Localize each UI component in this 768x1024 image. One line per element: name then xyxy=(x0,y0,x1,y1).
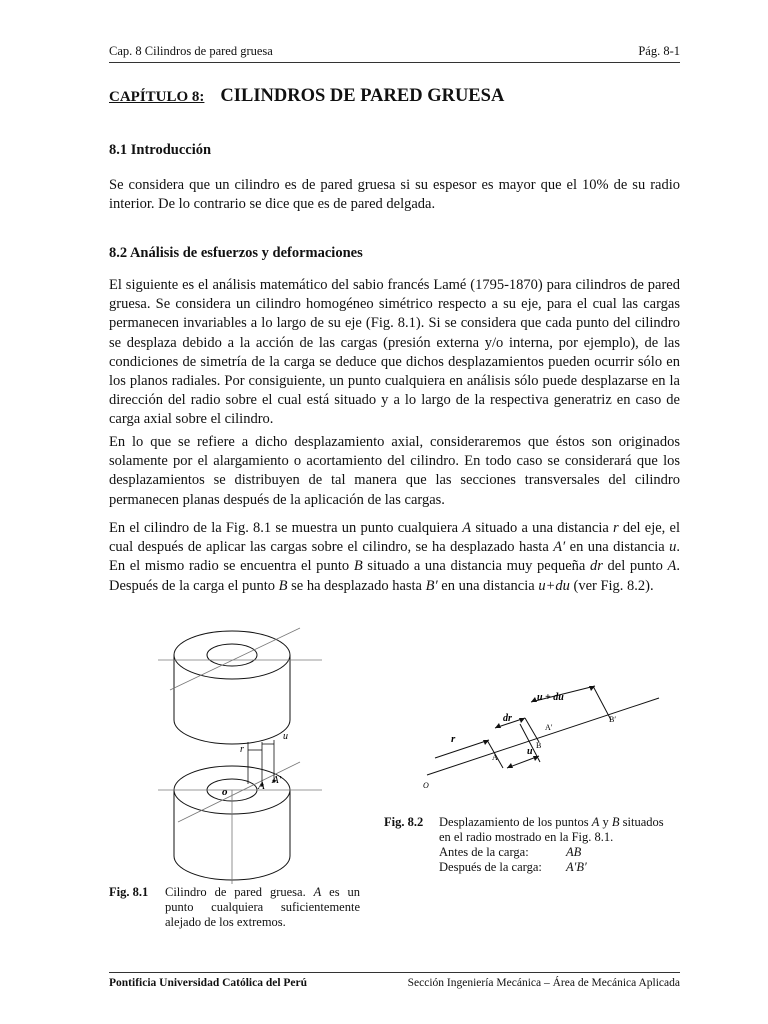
label-u: u xyxy=(527,746,533,757)
figure-8-1-caption: Fig. 8.1 Cilindro de pared gruesa. A es un punto cualquiera suficientemente alejado de los extremos. xyxy=(109,885,360,929)
before-load-value: AB xyxy=(566,845,582,859)
label-r: r xyxy=(240,744,244,755)
running-header-page: Pág. 8-1 xyxy=(638,44,680,58)
label-A-prime: A′ xyxy=(545,723,553,732)
radius-line xyxy=(427,698,659,775)
chapter-heading xyxy=(109,86,680,107)
figure-8-1-label: Fig. 8.1 xyxy=(109,885,149,899)
label-u-plus-du: u + du xyxy=(537,692,564,703)
analysis-paragraph-3: En el cilindro de la Fig. 8.1 se muestra un punto cualquiera A situado a una distancia r del eje, el cual después de aplicar las cargas sobre el cilindro, se ha desplazado hasta A′ en una distancia u. En el mismo radio se encuentra el punto B situado a una distancia muy pequeña dr del punto A. Después de la carga el punto B se ha desplazado hasta B′ en una distancia u+du (ver Fig. 8.2). xyxy=(109,520,680,594)
footer-university: Pontificia Universidad Católica del Perú xyxy=(109,977,308,989)
chapter-title: CILINDROS DE PARED GRUESA xyxy=(220,86,505,106)
label-B-prime: B′ xyxy=(609,715,617,724)
after-load-value: A′B′ xyxy=(566,860,587,874)
footer-section: Sección Ingeniería Mecánica – Área de Mecánica Aplicada xyxy=(407,977,680,989)
label-A-prime: A′ xyxy=(272,774,282,786)
running-header-left: Cap. 8 Cilindros de pared gruesa xyxy=(109,44,273,58)
analysis-paragraph-2: En lo que se refiere a dicho desplazamiento axial, consideraremos que éstos son originados solamente por el alargamiento o acortamiento del cilindro. En todo caso se considerará que los desplazamientos se distribuyen de tal manera que las secciones transversales del cilindro permanecen planas después de la aplicación de las cargas. xyxy=(109,434,680,508)
label-A: A xyxy=(492,753,498,762)
before-load-label: Antes de la carga: xyxy=(439,845,529,859)
label-origin: o xyxy=(222,786,228,798)
footer-divider xyxy=(109,972,680,973)
chapter-label: CAPÍTULO 8: xyxy=(109,89,205,105)
label-dr: dr xyxy=(503,713,512,724)
label-origin: O xyxy=(423,781,429,790)
label-r: r xyxy=(451,733,456,745)
analysis-paragraph-1: El siguiente es el análisis matemático del sabio francés Lamé (1795-1870) para cilindros de pared gruesa. Se considera un cilindro homogéneo simétrico respecto a su eje, para el cual las cargas permanecen invariables a lo largo de su eje (Fig. 8.1). Si se considera que cada punto del cilindro se desplaza debido a la acción de las cargas (presión externa y/o interna, por ejemplo), de las condiciones de simetría de la carga se deduce que dichos desplazamientos pueden ocurrir sólo en los planos radiales. Por consiguiente, un punto cualquiera en análisis sólo puede desplazarse en la dirección del radio sobre el cual está situado y a lo largo de la respectiva generatriz en caso de carga axial sobre el cilindro. xyxy=(109,277,680,428)
after-load-label: Después de la carga: xyxy=(439,860,542,874)
figure-8-2-caption: Fig. 8.2 Desplazamiento de los puntos A y B situados en el radio mostrado en la Fig. 8.1. Antes de la carga: AB Después de la carga: A′B′ xyxy=(384,815,664,874)
intro-paragraph: Se considera que un cilindro es de pared gruesa si su espesor es mayor que el 10% de su radio interior. De lo contrario se dice que es de pared delgada. xyxy=(109,177,680,213)
label-A: A xyxy=(258,780,265,792)
top-cylinder-inner-ellipse xyxy=(207,644,257,666)
label-u: u xyxy=(283,731,288,742)
label-B: B xyxy=(536,741,542,750)
figure-8-1-cylinder-diagram xyxy=(150,622,340,884)
top-cylinder-outer-ellipse xyxy=(174,631,290,679)
figure-8-2-label: Fig. 8.2 xyxy=(384,815,424,829)
figure-8-2-displacement-diagram xyxy=(415,680,665,790)
section-heading-8-1: 8.1 Introducción xyxy=(109,142,212,158)
section-heading-8-2: 8.2 Análisis de esfuerzos y deformaciones xyxy=(109,245,363,261)
header-divider xyxy=(109,62,680,63)
